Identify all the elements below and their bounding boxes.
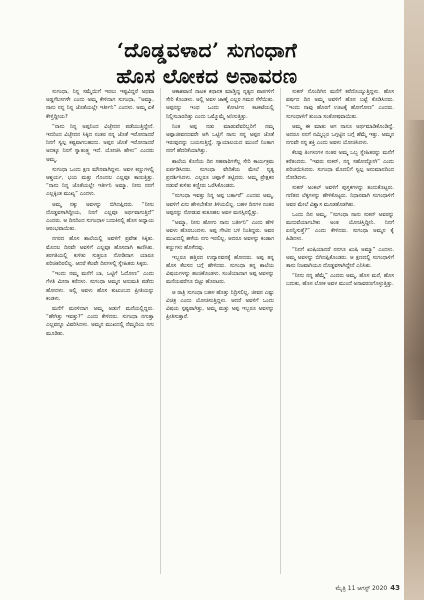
paragraph: ಸುಗಂಧಾ ಒಂದು ಕ್ಷಣ ಮೌನವಾಗಿದ್ದಳು. ಅವಳ ಕಣ್ಣುಗಳಲ್ಲಿ ಆಶ್ಚರ್ಯ, ಭಯ ಮತ್ತು ಗೊಂದಲ ಎಲ್ಲವೂ ಕಾಣುತ್ತಿತ್ತು. “ನಾನು ನಿನ್ನ ಜೊತೆಯಲ್ಲೇ ಇರ್ತೀನಿ ಅಮ್ಮಾ. ನೀನು ನನಗೆ ಎಲ್ಲಕ್ಕಿಂತ ಮುಖ್ಯ” ಎಂದಳು. — [46, 166, 154, 198]
title-line-2: ಹೊಸ ಲೋಕದ ಅನಾವರಣ — [116, 64, 298, 88]
paragraph: “ಇಂದು ನಮ್ಮ ಮನೆಗೆ ಬಾ, ಒಟ್ಟಿಗೆ ಓದೋಣ” ಎಂದು ಗೆಳತಿ ಮೀನಾ ಕರೆದಳು. ಸುಗಂಧಾ ಅಮ್ಮನ ಅನುಮತಿ ಪಡೆದು ಹೋದಳು. ಅಲ್ಲಿ ಅವಳು ಹೊಸ ಕುಟುಂಬದ ಪ್ರೀತಿಯನ್ನು ಕಂಡಳು. — [46, 271, 154, 302]
paragraph: ಆ ರಾತ್ರಿ ಸುಗಂಧಾ ಬಹಳ ಹೊತ್ತು ನಿದ್ರಿಸಲಿಲ್ಲ. ಜೀವನ ಎಷ್ಟು ವಿಚಿತ್ರ ಎಂದು ಯೋಚಿಸುತ್ತಿದ್ದಳು. ಆದರೆ ಅವಳಿಗೆ ಒಂದು ವಿಷಯ ಸ್ಪಷ್ಟವಾಗಿತ್ತು, ಅಮ್ಮ ಮತ್ತು ಅಪ್ಪ ಇಬ್ಬರೂ ಅವಳನ್ನು ಪ್ರೀತಿಸುತ್ತಾರೆ. — [166, 289, 274, 321]
page-footer — [0, 584, 400, 593]
paragraph: “ನಿನಗೆ ಖುಷಿಯಾದರೆ ನನಗೂ ಖುಷಿ ಅಮ್ಮಾ” ಎಂದಳು. ಅಮ್ಮ ಅವಳನ್ನು ಬಿಗಿದಪ್ಪಿಕೊಂಡರು. ಆ ಕ್ಷಣದಲ್ಲಿ ಸುಗಂಧಾಳಿಗೆ ತಾನು ನಿಜವಾಗಿಯೂ ದೊಡ್ಡವಳಾಗಿದ್ದೇನೆ ಎನಿಸಿತು. — [286, 246, 394, 270]
article-title — [0, 38, 414, 88]
paragraph: “ನಾನು ನಿನ್ನ ಅಪ್ಪನಿಂದ ವಿಚ್ಛೇದನ ಪಡೆಯುತ್ತಿದ್ದೇನೆ. ಇದರಿಂದ ವಿಚ್ಛೇದನ ಸಿಕ್ಕಿದ ನಂತರ ನನ್ನ ಜೊತೆ ಇರೋದಾದರೆ ನಿನಗೆ ಸ್ವಲ್ಪ ಕಷ್ಟವಾಗಬಹುದು. ಅಪ್ಪನ ಜೊತೆ ಇರೋದಾದರೆ ಅದಕ್ಕೂ ನಿನಗೆ ಸ್ವಾತಂತ್ರ್ಯ ಇದೆ. ಯೋಚಿಸಿ ಹೇಳು” ಎಂದರು ಅಮ್ಮ. — [46, 123, 154, 163]
paragraph: ಸುಕನ್ ನೊಂದಿಗಿನ ಮನೆಗೆ ಕರೆದೊಯ್ಯುತ್ತಿದ್ದಳು. ಹೊಸ ವರ್ಷದ ದಿನ ಅಮ್ಮ ಅವಳಿಗೆ ಹೊಸ ಬಟ್ಟೆ ಕೊಡಿಸಿದರು. “ಇಂದು ನಾವು ಹೊರಗೆ ಊಟಕ್ಕೆ ಹೋಗೋಣ” ಎಂದರು. ಸುಗಂಧಾಳಿಗೆ ತುಂಬಾ ಸಂತೋಷವಾಯಿತು. — [286, 89, 394, 120]
column-divider — [280, 88, 281, 574]
paragraph: ಒಂದು ದಿನ ಅಮ್ಮ, “ಸುಗಂಧಾ ನಾನು ಸುಕನ್ ಅವರನ್ನು ಮದುವೆಯಾಗಬೇಕು ಅಂತ ಯೋಚಿಸ್ತಿದ್ದೀನಿ. ನಿನಗೆ ಏನನ್ನಿಸುತ್ತೆ?” ಎಂದು ಕೇಳಿದರು. ಸುಗಂಧಾ ಅಮ್ಮನ ಕೈ ಹಿಡಿದಳು. — [286, 211, 394, 243]
paragraph: ಸುಗಂಧಾ, ನಿನ್ನ ಸಮ್ಮೆಯಿಗೆ ಇರಲು ಇಷ್ಟವಿದ್ದರೆ ಅಥವಾ ಅಡ್ಡಗೆಲಸಗಳೇ ಎಂದು ಅಮ್ಮ ಕೇಳಿದಾಗ ಸುಗಂಧಾ, “ಅಮ್ಮಾ, ನಾನು ನನ್ನ ನಿನ್ನ ಜೊತೆಯಲ್ಲೇ ಇರ್ತೀನಿ” ಎಂದಳು. ಅಮ್ಮ ಏಕೆ ಕೇಳ್ತಿದ್ದೀಯ? — [46, 89, 154, 120]
paragraph: ಮನೆಗೆ ಮರಳಿದಾಗ ಅಮ್ಮ ಅಡುಗೆ ಮನೆಯಲ್ಲಿದ್ದರು. “ಹೇಗಿತ್ತು ಇವತ್ತು?” ಎಂದು ಕೇಳಿದರು. ಸುಗಂಧಾ ನಗುತ್ತಾ ಎಲ್ಲವನ್ನೂ ವಿವರಿಸಿದಳು. ಅಮ್ಮನ ಮುಖದಲ್ಲಿ ನೆಮ್ಮದಿಯ ನಗು ಮೂಡಿತು. — [46, 306, 154, 337]
page-number: 43 — [390, 584, 400, 592]
paragraph: “ಸುಗಂಧಾ ಇವತ್ತು ನಿನ್ನ ಅಪ್ಪ ಬರ್ತಾರೆ” ಎಂದರು ಅಮ್ಮ. ಅವಳಿಗೆ ಏನು ಹೇಳಬೇಕೋ ತಿಳಿಯಲಿಲ್ಲ. ಬಹಳ ದಿನಗಳ ನಂತರ ಅಪ್ಪನನ್ನು ನೋಡುವ ಕುತೂಹಲ ಅವಳ ಮನಸ್ಸಿನಲ್ಲಿತ್ತು. — [166, 193, 274, 216]
issue-date: ಮೈತ್ರಿ 11 ಆಗಸ್ಟ್ 2020 — [335, 585, 388, 592]
paragraph: ಶಾಲೆಯ ಕೊನೆಯ ದಿನ ಸಹಪಾಠಿಗಳೆಲ್ಲ ಸೇರಿ ಕಾರ್ಯಕ್ರಮ ಏರ್ಪಡಿಸಿದರು. ಸುಗಂಧಾ ವೇದಿಕೆಯ ಮೇಲೆ ನೃತ್ಯ ಪ್ರದರ್ಶಿಸಿದಳು. ಎಲ್ಲರೂ ಚಪ್ಪಾಳೆ ತಟ್ಟಿದರು. ಅಮ್ಮ ಪ್ರೇಕ್ಷಕರ ನಡುವೆ ಕುಳಿತು ಕಣ್ಣೀರು ಒರೆಸಿಕೊಂಡರು. — [166, 158, 274, 190]
paragraph: ಸುಕನ್ ಅಂಕಲ್ ಅವಳಿಗೆ ಪುಸ್ತಕಗಳನ್ನು ತಂದುಕೊಟ್ಟರು. ಗಣಿತದ ಲೆಕ್ಕಗಳನ್ನು ಹೇಳಿಕೊಟ್ಟರು. ನಿಧಾನವಾಗಿ ಸುಗಂಧಾಳಿಗೆ ಅವರ ಮೇಲೆ ವಿಶ್ವಾಸ ಮೂಡತೊಡಗಿತು. — [286, 185, 394, 208]
paragraph: ಅಮ್ಮ ನಕ್ಕು ಅವಳನ್ನು ಬಿಗಿದಪ್ಪಿದರು. “ನೀನು ದೊಡ್ಡವಳಾಗಿದ್ದೀಯ, ನಿನಗೆ ಎಲ್ಲವೂ ಅರ್ಥವಾಗುತ್ತಿದೆ” ಎಂದರು. ಆ ದಿನದಿಂದ ಸುಗಂಧಾಳ ಬದುಕಿನಲ್ಲಿ ಹೊಸ ಅಧ್ಯಾಯ ಆರಂಭವಾಯಿತು. — [46, 201, 154, 233]
text-column-3 — [286, 88, 394, 574]
paragraph: ನಿಂತ ಅಪ್ಪ ನಡು ಮಾಡುವೆವರಿಬ್ಬರಿಗೆ ನಮ್ಮ ಅಪ್ಪಾಜೀವನದವರೇ ಆಗಿ ಒಟ್ಟಿಗೆ ನಾನು ನನ್ನ ಅಪ್ಪನ ಜೊತೆ ಇರುವುದನ್ನು ಬಯಸುತ್ತಿದ್ದೆ. ನ್ಯಾಯಾಲಯದ ಮುಂದೆ ನಿಂತಾಗ ನನಗೆ ಹೆದರಿಕೆಯಾಗಿತ್ತು. — [166, 123, 274, 155]
paragraph: “ನೀನು ನನ್ನ ಹೆಮ್ಮೆ” ಎಂದರು ಅಮ್ಮ. ಹೊಸ ಮನೆ, ಹೊಸ ಬದುಕು, ಹೊಸ ಲೋಕ ಅವಳ ಮುಂದೆ ಅನಾವರಣಗೊಳ್ಳುತ್ತಿತ್ತು. — [286, 273, 394, 288]
paragraph: ಇಬ್ಬರೂ ಹತ್ತಿರದ ಉದ್ಯಾನವನಕ್ಕೆ ಹೋದರು. ಅಪ್ಪ ತನ್ನ ಹೊಸ ಕೆಲಸದ ಬಗ್ಗೆ ಹೇಳಿದರು. ಸುಗಂಧಾ ತನ್ನ ಶಾಲೆಯ ವಿಷಯಗಳನ್ನು ಹಂಚಿಕೊಂಡಳು. ಸಂಜೆಯಾದಾಗ ಅಪ್ಪ ಅವಳನ್ನು ಮನೆಯವರೆಗೂ ಬಿಟ್ಟು ಹೊರಟರು. — [166, 254, 274, 286]
text-column-1 — [46, 88, 154, 574]
paragraph: ಕೆಲವು ತಿಂಗಳುಗಳ ನಂತರ ಅಮ್ಮ ಒಬ್ಬ ಸ್ನೇಹಿತರನ್ನು ಮನೆಗೆ ಕರೆತಂದರು. “ಇವರು ಸುಕನ್, ನನ್ನ ಸಹೋದ್ಯೋಗಿ” ಎಂದು ಪರಿಚಯಿಸಿದರು. ಸುಗಂಧಾ ಮೊದಲಿಗೆ ಸ್ವಲ್ಪ ಅನುಮಾನದಿಂದ ನೋಡಿದಳು. — [286, 150, 394, 182]
column-divider — [160, 88, 161, 574]
text-column-2 — [166, 88, 274, 574]
title-line-1: ‘ದೊಡ್ಡವಳಾದ’ ಸುಗಂಧಾಗೆ — [116, 38, 298, 62]
paragraph: ಆಕಾಶವಾಣಿ ನಾಟಕ ಕಥಾನಕ ಮಾಡ್ತಿದ್ದ ನೃತ್ಯದ ಪಾಠಗಳಿಗೆ ಸೇರಿ ಕೊಂಡಳು. ಅಲ್ಲಿ ಅವಳ ಜಾಣ್ಮೆ ಎಲ್ಲರ ಗಮನ ಸೆಳೆಯಿತು. ಅಪ್ಪನನ್ನು ಇಂಥ ಒಂದು ಕೋರ್ಟಿನ ಕಟಕಟೆಯಲ್ಲಿ ನಿಲ್ಲಿಸಬಾರದಿತ್ತು ಎಂದು ಒಮ್ಮೊಮ್ಮೆ ಅನಿಸುತ್ತಿತ್ತು. — [166, 89, 274, 120]
photo-strip — [404, 0, 424, 600]
paragraph: ಅಮ್ಮ ಈ ಮಾತು ಆಗ ನಾನೂ ಅರ್ಥಮಾಡಿಕೊಂಡಿದ್ದೆ. ಅದರೂ ನನಗೆ ನಮ್ಮಿಬ್ಬರ ಒಗ್ಗಟ್ಟಿನ ಬಗ್ಗೆ ಹೆಮ್ಮೆ ಇತ್ತು. ಅಮ್ಮನ ನಗುವೇ ನನ್ನ ಶಕ್ತಿ ಎಂದು ಅವಳು ಯೋಚಿಸಿದಳು. — [286, 123, 394, 147]
paragraph: ನಗರದ ಹೊಸ ಶಾಲೆಯಲ್ಲಿ ಅವಳಿಗೆ ಪ್ರವೇಶ ಸಿಕ್ಕಿತು. ಮೊದಲ ದಿನವೇ ಅವಳಿಗೆ ಎಲ್ಲವೂ ಹೊಸದಾಗಿ ಕಾಣಿಸಿತು. ತರಗತಿಯಲ್ಲಿ ಕುಳಿತು ಸುತ್ತಲೂ ನೋಡಿದಾಗ ಯಾರೂ ಪರಿಚಿತರಿರಲಿಲ್ಲ. ಆದರೆ ಕೆಲವೇ ದಿನಗಳಲ್ಲಿ ಸ್ನೇಹಿತರು ಸಿಕ್ಕರು. — [46, 236, 154, 268]
paragraph: “ಅಮ್ಮಾ, ನೀನು ಹೋಗು ನಾನು ಬರ್ತೀನಿ” ಎಂದು ಹೇಳಿ ಅವಳು ಹೊರಬಂದಳು. ಅಪ್ಪ ಗೇಟಿನ ಬಳಿ ನಿಂತಿದ್ದರು. ಅವರ ಮುಖದಲ್ಲಿ ಹಳೆಯ ನಗು ಇರಲಿಲ್ಲ. ಆದರೂ ಅವಳನ್ನು ಕಂಡಾಗ ಕಣ್ಣುಗಳು ಹೊಳೆದವು. — [166, 220, 274, 251]
